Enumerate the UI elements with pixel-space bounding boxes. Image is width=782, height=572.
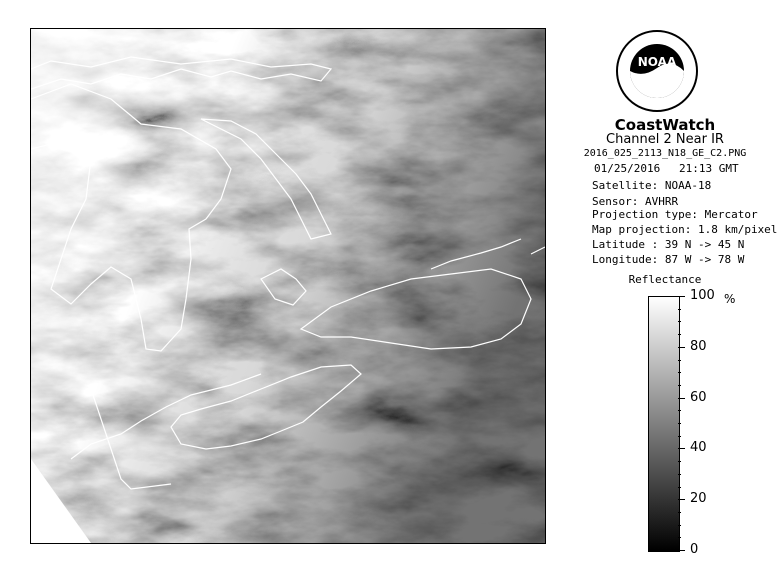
acquisition-date: 01/25/2016: [594, 162, 661, 175]
channel-name: Channel 2 Near IR: [606, 132, 724, 147]
longitude-range: Longitude: 87 W -> 78 W: [592, 253, 745, 266]
satellite-image: [30, 28, 546, 544]
colorbar-minor-tick: [678, 525, 681, 526]
colorbar-minor-tick: [678, 372, 681, 373]
image-filename: 2016_025_2113_N18_GE_C2.PNG: [583, 148, 747, 159]
colorbar-minor-tick: [678, 410, 681, 411]
sensor-label: Sensor: AVHRR: [592, 195, 679, 208]
noaa-logo: [616, 30, 698, 112]
colorbar-minor-tick: [678, 499, 681, 500]
colorbar-tick-label: 0: [690, 542, 699, 557]
logo-text: NOAA: [637, 55, 677, 69]
colorbar-minor-tick: [678, 423, 681, 424]
colorbar-minor-tick: [678, 360, 681, 361]
colorbar-tick-label: 60: [690, 389, 707, 405]
reflectance-colorbar: [648, 296, 680, 552]
projection-type: Projection type: Mercator: [592, 208, 758, 221]
colorbar-minor-tick: [678, 448, 681, 449]
product-title: CoastWatch: [614, 116, 716, 134]
colorbar-minor-tick: [678, 321, 681, 322]
acquisition-time: 21:13 GMT: [679, 162, 739, 175]
colorbar-unit: %: [724, 292, 736, 306]
colorbar-tick-label: 40: [690, 440, 707, 456]
colorbar-minor-tick: [678, 512, 681, 513]
colorbar-minor-tick: [678, 461, 681, 462]
colorbar-minor-tick: [678, 309, 681, 310]
satellite-label: Satellite: NOAA-18: [592, 179, 712, 192]
colorbar-minor-tick: [678, 296, 681, 297]
map-projection: Map projection: 1.8 km/pixel: [592, 223, 778, 236]
latitude-range: Latitude : 39 N -> 45 N: [592, 238, 745, 251]
colorbar-tick-label: 100: [690, 288, 715, 303]
satellite-imagery-svg: [31, 29, 545, 543]
colorbar-minor-tick: [678, 474, 681, 475]
colorbar-minor-tick: [678, 334, 681, 335]
colorbar-minor-tick: [678, 398, 681, 399]
colorbar-tick-label: 20: [690, 491, 707, 507]
brightness-overlay: [31, 29, 545, 543]
colorbar-minor-tick: [678, 537, 681, 538]
colorbar-minor-tick: [678, 347, 681, 348]
colorbar-minor-tick: [678, 385, 681, 386]
colorbar-label: Reflectance: [628, 273, 702, 286]
colorbar-minor-tick: [678, 550, 681, 551]
colorbar-minor-tick: [678, 436, 681, 437]
colorbar-tick-label: 80: [690, 338, 707, 354]
colorbar-minor-tick: [678, 487, 681, 488]
